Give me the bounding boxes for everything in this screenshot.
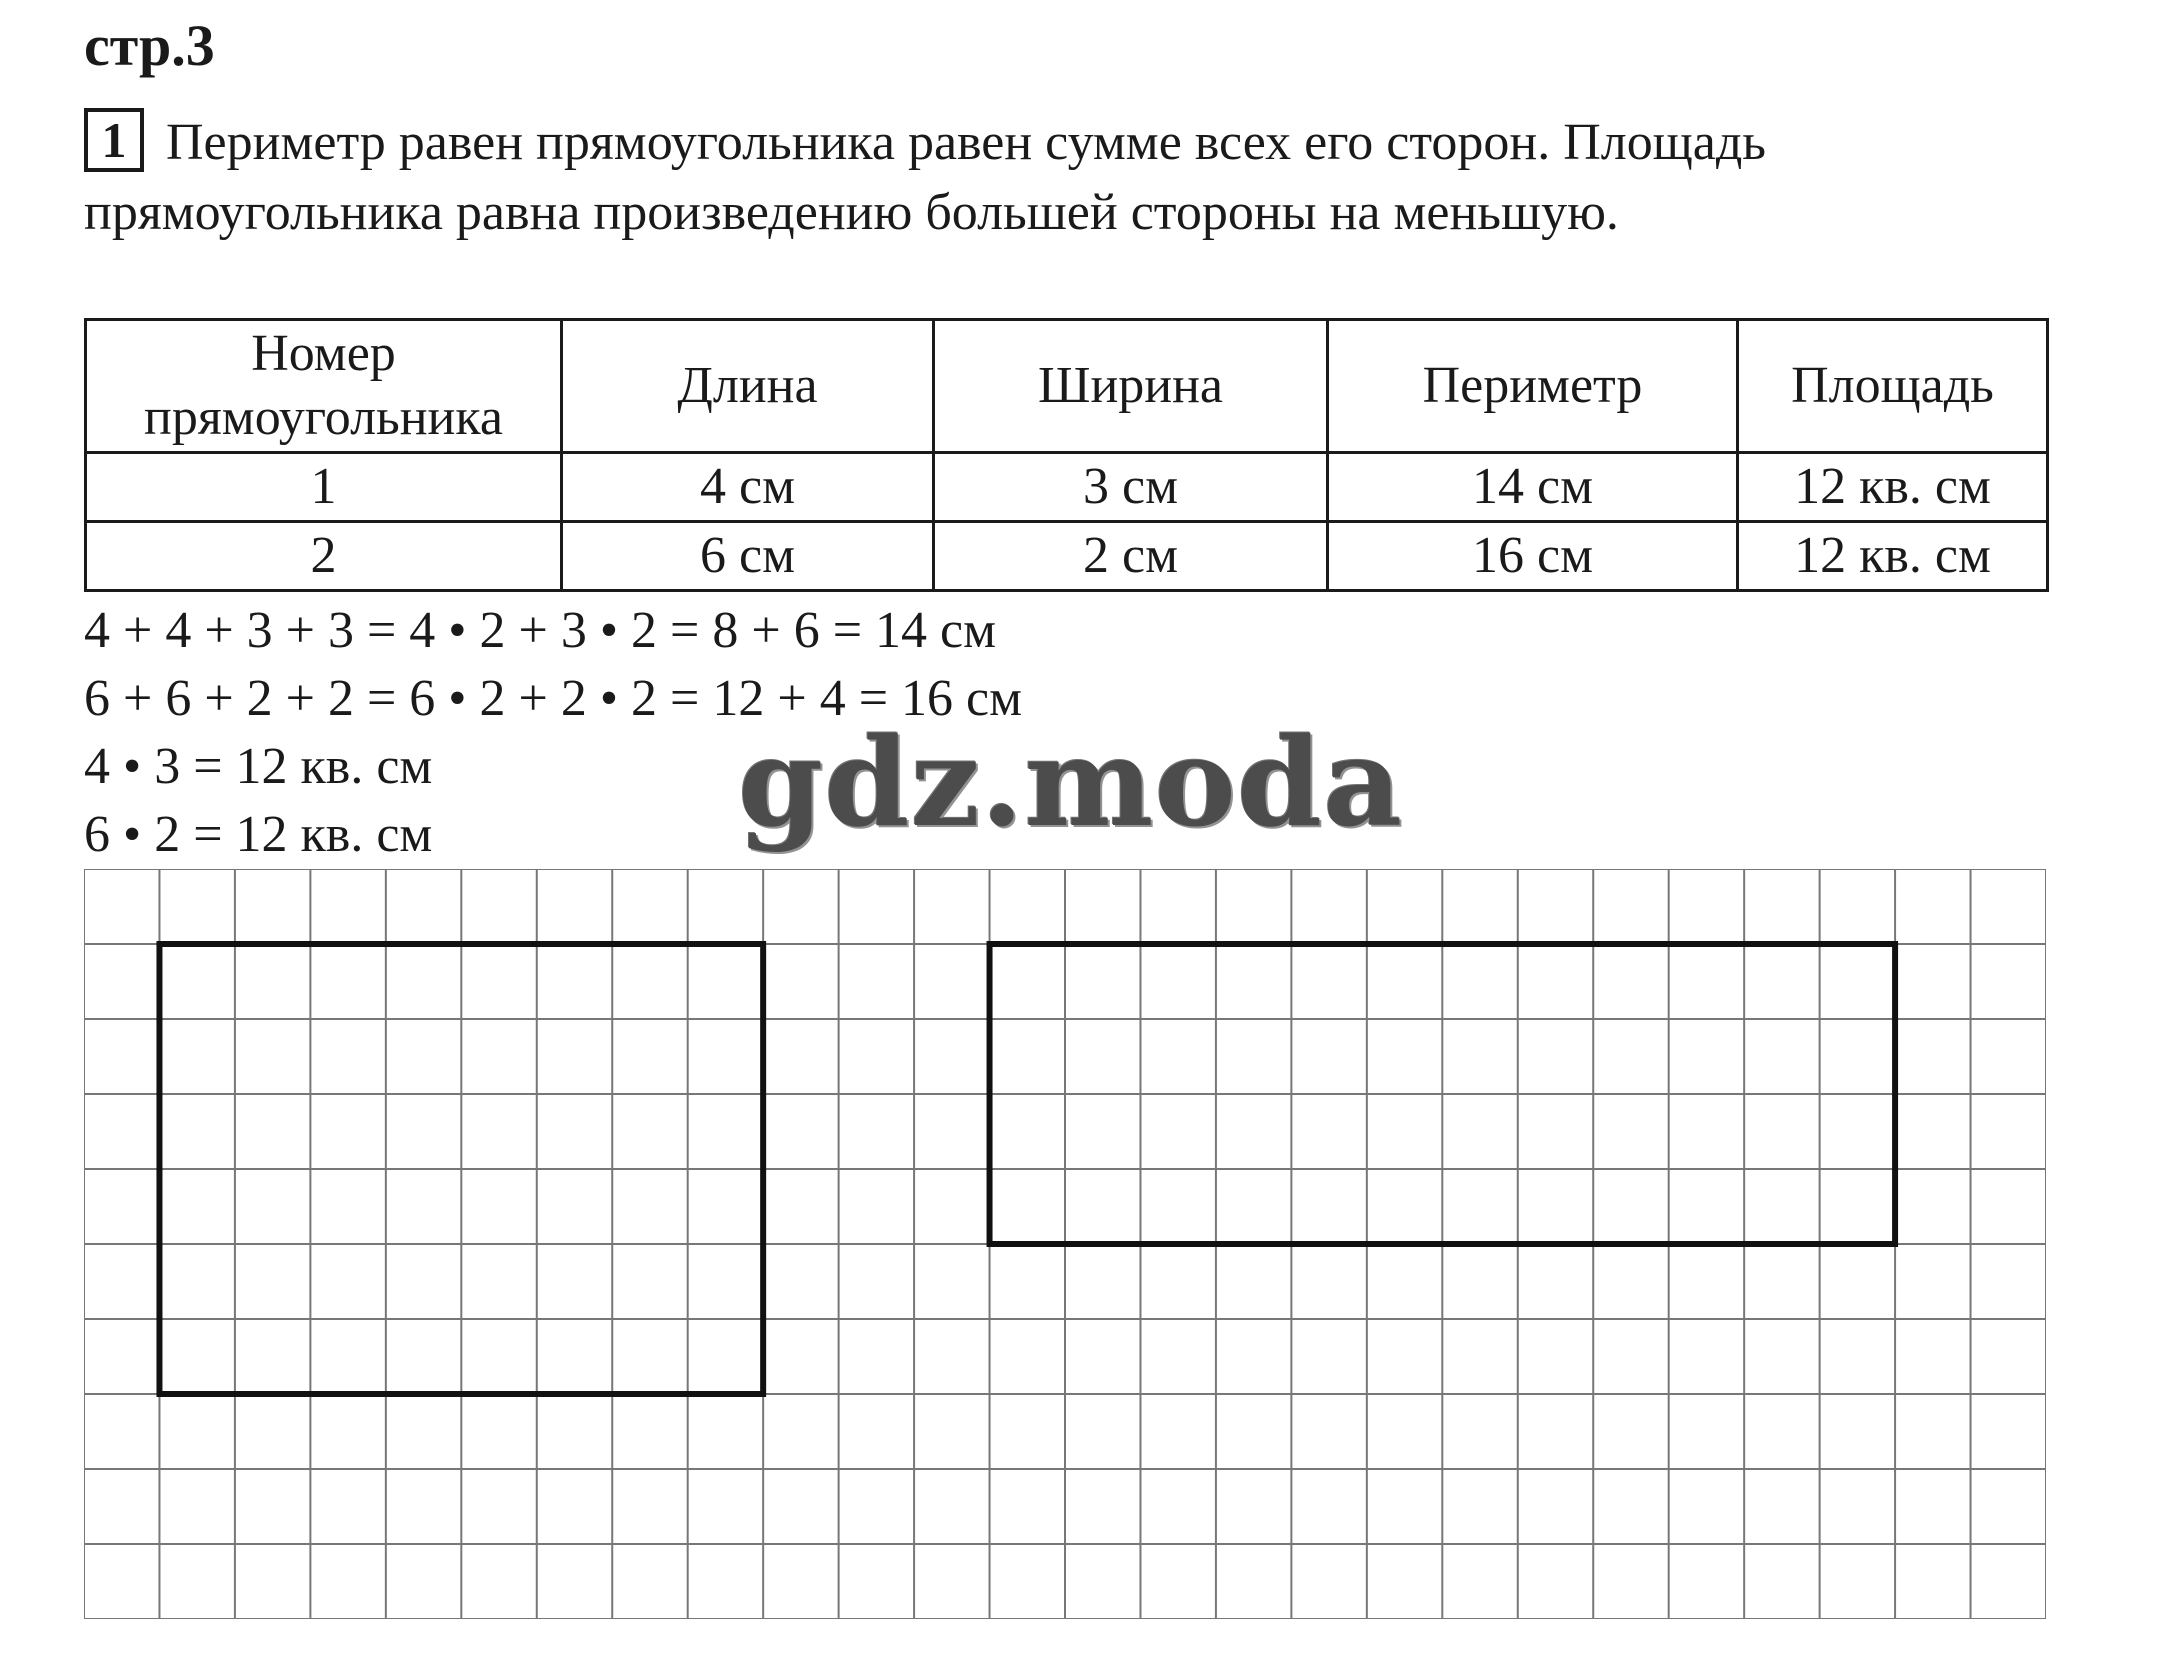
task-text-line-1: Периметр равен прямоугольника равен сумме всех его сторон. Площадь: [166, 114, 1766, 171]
cell-perimeter: 14 см: [1328, 453, 1738, 522]
calculation-area-1: 4 • 3 = 12 кв. см: [84, 738, 433, 795]
task-number-box: 1: [84, 108, 144, 172]
grid-drawing: [84, 869, 2046, 1619]
task-1: [84, 108, 2124, 248]
calculation-perimeter-2: 6 + 6 + 2 + 2 = 6 • 2 + 2 • 2 = 12 + 4 = 16 см: [84, 670, 1023, 727]
cell-number: 2: [86, 522, 562, 591]
table-header-row: [86, 320, 2048, 453]
cell-area: 12 кв. см: [1738, 453, 2048, 522]
header-length: Длина: [562, 320, 934, 453]
table-row: [86, 522, 2048, 591]
task-line-1: [84, 108, 2124, 178]
header-width: Ширина: [934, 320, 1328, 453]
header-area: Площадь: [1738, 320, 2048, 453]
cell-length: 4 см: [562, 453, 934, 522]
rectangles-table: [84, 318, 2049, 592]
table-row: [86, 453, 2048, 522]
cell-area: 12 кв. см: [1738, 522, 2048, 591]
watermark-logo: gdz.moda: [738, 710, 1404, 854]
header-number: Номер прямоугольника: [86, 320, 562, 453]
task-text-line-2: прямоугольника равна произведению большей стороны на меньшую.: [84, 184, 1619, 241]
page-title: стр.3: [84, 13, 215, 78]
cell-width: 3 см: [934, 453, 1328, 522]
cell-number: 1: [86, 453, 562, 522]
calculation-perimeter-1: 4 + 4 + 3 + 3 = 4 • 2 + 3 • 2 = 8 + 6 = 14 см: [84, 602, 997, 659]
cell-perimeter: 16 см: [1328, 522, 1738, 591]
header-perimeter: Периметр: [1328, 320, 1738, 453]
cell-width: 2 см: [934, 522, 1328, 591]
calculation-area-2: 6 • 2 = 12 кв. см: [84, 806, 433, 863]
cell-length: 6 см: [562, 522, 934, 591]
grid-paper: [84, 869, 2046, 1619]
